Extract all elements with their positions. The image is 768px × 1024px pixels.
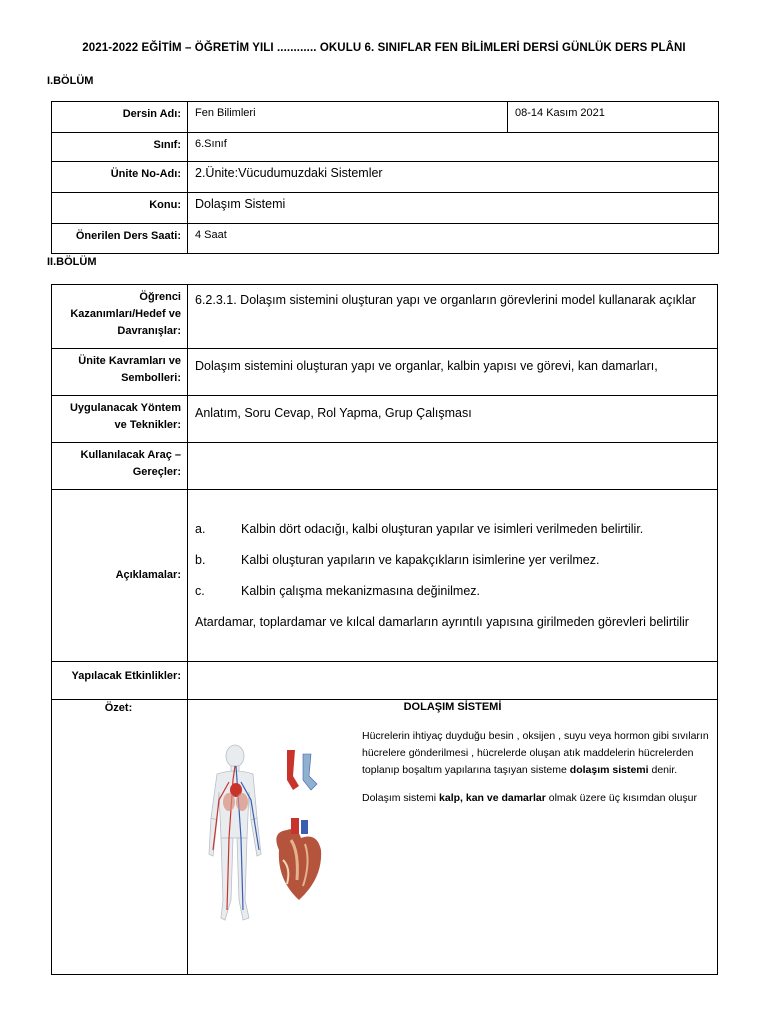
list-text: Kalbi oluşturan yapıların ve kapakçıkların isimlerine yer verilmez.: [241, 553, 600, 567]
summary-label: Özet:: [52, 700, 188, 975]
list-item: [195, 582, 710, 601]
notes-list: [195, 520, 710, 601]
concepts-label: Ünite Kavramları ve Sembolleri:: [52, 349, 188, 396]
heart-icon: [276, 818, 321, 900]
class-label: Sınıf:: [52, 133, 188, 162]
date-value: 08-14 Kasım 2021: [508, 102, 719, 133]
circulatory-system-illustration-icon: [199, 740, 327, 926]
part1-table: [51, 101, 719, 254]
list-marker: c.: [195, 584, 205, 598]
list-text: Kalbin çalışma mekanizmasına değinilmez.: [241, 584, 480, 598]
list-item: [195, 551, 710, 570]
list-marker: a.: [195, 522, 206, 536]
summary-p2-text: Dolaşım sistemi: [362, 792, 440, 804]
concepts-value: Dolaşım sistemini oluşturan yapı ve organlar, kalbin yapısı ve görevi, kan damarları,: [188, 349, 718, 396]
course-value: Fen Bilimleri: [188, 102, 508, 133]
summary-p1-end: denir.: [648, 764, 678, 776]
list-marker: b.: [195, 553, 206, 567]
list-text: Kalbin dört odacığı, kalbi oluşturan yapılar ve isimleri verilmeden belirtilir.: [241, 522, 644, 536]
section-2-heading: II.BÖLÜM: [47, 256, 97, 268]
list-item: [195, 520, 710, 539]
methods-label: Uygulanacak Yöntem ve Teknikler:: [52, 396, 188, 443]
class-value: 6.Sınıf: [188, 133, 719, 162]
notes-extra: Atardamar, toplardamar ve kılcal damarların ayrıntılı yapısına girilmeden görevleri belirtilir: [195, 615, 689, 629]
course-label: Dersin Adı:: [52, 102, 188, 133]
notes-label: Açıklamalar:: [52, 490, 188, 662]
tools-label: Kullanılacak Araç – Gereçler:: [52, 443, 188, 490]
summary-title: DOLAŞIM SİSTEMİ: [403, 701, 502, 713]
unit-label: Ünite No-Adı:: [52, 162, 188, 193]
goals-label: Öğrenci Kazanımları/Hedef ve Davranışlar:: [52, 285, 188, 349]
activities-label: Yapılacak Etkinlikler:: [52, 662, 188, 700]
tools-value: [188, 443, 718, 490]
summary-p1-text: Hücrelerin ihtiyaç duyduğu besin , oksijen , suyu veya hormon gibi sıvıların hücrelere gönderilmesi , hücrelerde oluşan atık maddelerin hücrelerden toplanıp boşaltım yapılarına taşıyan sisteme: [362, 730, 709, 776]
topic-label: Konu:: [52, 193, 188, 224]
methods-value: Anlatım, Soru Cevap, Rol Yapma, Grup Çalışması: [188, 396, 718, 443]
unit-value: 2.Ünite:Vücudumuzdaki Sistemler: [188, 162, 719, 193]
goals-value: 6.2.3.1. Dolaşım sistemini oluşturan yapı ve organların görevlerini model kullanarak açıklar: [188, 285, 718, 349]
page-title: 2021-2022 EĞİTİM – ÖĞRETİM YILI ............ OKULU 6. SINIFLAR FEN BİLİMLERİ DERSİ GÜNLÜK DERS PLÂNI: [82, 42, 686, 54]
summary-paragraph-2: [362, 790, 722, 807]
notes-value: [188, 490, 718, 662]
summary-p1-bold: dolaşım sistemi: [569, 764, 649, 776]
summary-text: [362, 728, 722, 818]
summary-paragraph-1: [362, 728, 722, 779]
topic-value: Dolaşım Sistemi: [188, 193, 719, 224]
section-1-heading: I.BÖLÜM: [47, 75, 94, 87]
summary-p2-bold: kalp, kan ve damarlar: [439, 792, 546, 804]
part2-table: [51, 284, 718, 975]
summary-value: [188, 700, 718, 975]
hours-label: Önerilen Ders Saati:: [52, 224, 188, 254]
summary-p2-end: olmak üzere üç kısımdan oluşur: [545, 792, 697, 804]
hours-value: 4 Saat: [188, 224, 719, 254]
activities-value: [188, 662, 718, 700]
